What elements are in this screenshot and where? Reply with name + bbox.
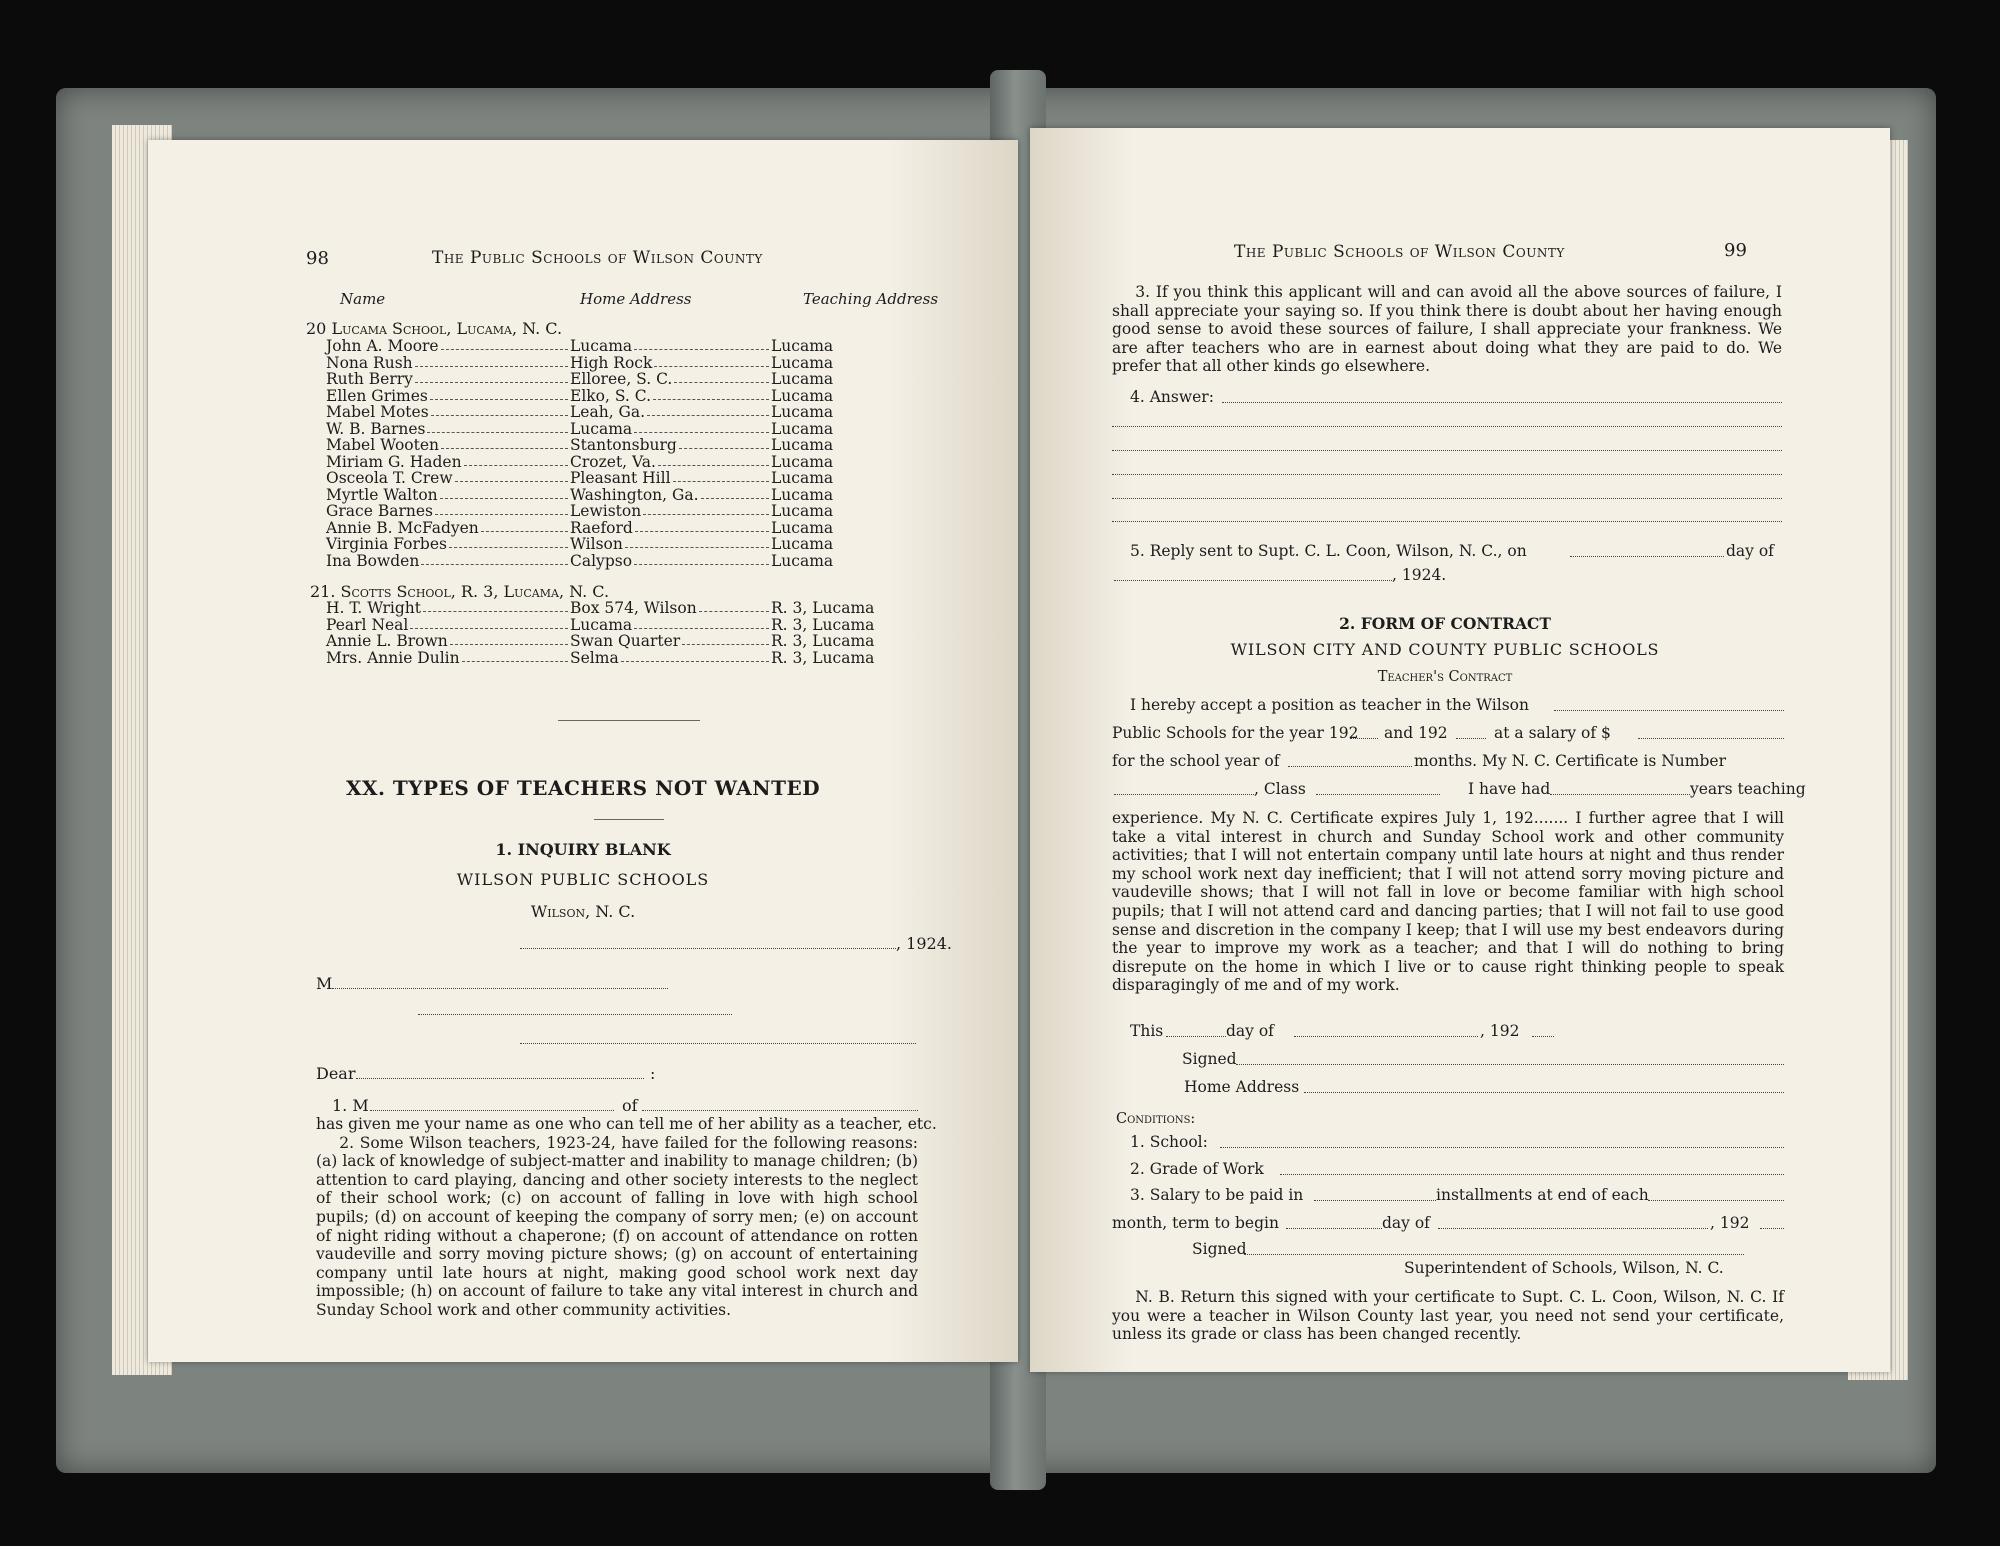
table-row: [326, 520, 886, 537]
item3-text: 3. If you think this applicant will and can avoid all the above sources of failure, I shall appreciate your saying so. If you think there is doubt about her having enough good sense to avoid these sources of failure, I shall appreciate your frankness. We are after teachers who are in earnest about doing what they are paid to do. We prefer that all other kinds go elsewhere.: [1112, 283, 1782, 376]
superintendent: Superintendent of Schools, Wilson, N. C.: [1404, 1259, 1724, 1277]
leader-dots: [441, 437, 568, 449]
teacher-name: Virginia Forbes: [326, 535, 447, 553]
col-header-home: Home Address: [580, 290, 692, 308]
home-address: Swan Quarter: [570, 632, 681, 650]
table-row: [326, 421, 886, 438]
leader-dots: [701, 487, 769, 499]
section-title: XX. TYPES OF TEACHERS NOT WANTED: [345, 776, 821, 800]
reply-label: 5. Reply sent to Supt. C. L. Coon, Wilson, N. C., on: [1130, 542, 1527, 560]
teacher-list-20: [326, 338, 886, 569]
teaching-address: R. 3, Lucama: [771, 632, 875, 650]
answer-blank[interactable]: [1222, 402, 1782, 403]
home-address: Crozet, Va.: [570, 452, 656, 471]
item3: [1112, 283, 1782, 376]
leader-dots: [421, 553, 568, 565]
leader-dots: [634, 338, 769, 350]
table-row: [326, 338, 886, 355]
dear-blank[interactable]: [356, 1078, 644, 1079]
signed2-blank[interactable]: [1244, 1254, 1744, 1255]
cond4-a: month, term to begin: [1112, 1214, 1279, 1232]
page-number: 98: [306, 248, 329, 269]
home-address: Wilson: [570, 535, 623, 553]
c-line1-blank[interactable]: [1554, 710, 1784, 711]
col-header-teaching: Teaching Address: [803, 290, 939, 308]
teaching-address: Lucama: [771, 485, 834, 504]
leader-dots: [674, 371, 769, 383]
teaching-address: R. 3, Lucama: [771, 615, 875, 634]
leader-dots: [415, 371, 568, 383]
teacher-name: Mrs. Annie Dulin: [326, 648, 460, 667]
c-line2-a: Public Schools for the year 192: [1112, 724, 1359, 742]
date-blank[interactable]: [520, 948, 896, 949]
home-address: Stantonsburg: [570, 436, 677, 454]
org-name: WILSON PUBLIC SCHOOLS: [456, 870, 710, 889]
year-blank[interactable]: [1456, 738, 1486, 739]
reply-year: , 1924.: [1392, 566, 1447, 584]
dear-label: Dear: [316, 1064, 356, 1083]
year-blank[interactable]: [1350, 738, 1378, 739]
leader-dots: [481, 520, 568, 532]
home-address: Box 574, Wilson: [570, 599, 697, 617]
table-row: [326, 388, 886, 405]
home-address: Lucama: [570, 337, 633, 355]
school-name: Scotts School, R. 3, Lucama, N. C.: [340, 582, 610, 601]
teaching-address: Lucama: [771, 518, 834, 537]
teacher-name: Mabel Motes: [326, 403, 429, 421]
inquiry-body: [316, 1115, 937, 1320]
home-address: Washington, Ga.: [570, 485, 699, 504]
teacher-name: Ina Bowden: [326, 551, 420, 570]
table-row: [326, 355, 886, 372]
months-blank[interactable]: [1288, 766, 1412, 767]
cert-number-blank[interactable]: [1114, 794, 1254, 795]
installments-blank[interactable]: [1314, 1200, 1436, 1201]
teacher-name: John A. Moore: [326, 337, 439, 355]
teaching-address: Lucama: [771, 452, 834, 471]
leader-dots: [423, 600, 568, 612]
right-page: [1030, 128, 1890, 1372]
c-line4-b: I have had: [1468, 780, 1551, 798]
teaching-address: Lucama: [771, 353, 834, 372]
address-blank[interactable]: [418, 1014, 732, 1015]
leader-dots: [647, 404, 769, 416]
class-blank[interactable]: [1316, 794, 1440, 795]
school-number: 21.: [310, 582, 336, 601]
term-year-blank[interactable]: [1760, 1228, 1784, 1229]
home-address: Leah, Ga.: [570, 403, 646, 421]
salary-blank[interactable]: [1638, 738, 1784, 739]
contract-subtitle: Teacher's Contract: [1377, 669, 1513, 685]
signed-blank[interactable]: [1236, 1064, 1784, 1065]
sub-title: 1. INQUIRY BLANK: [495, 840, 671, 859]
table-row: [326, 650, 886, 667]
leader-dots: [435, 503, 568, 515]
table-row: [326, 503, 886, 520]
term-day-blank[interactable]: [1286, 1228, 1382, 1229]
this-year: , 192: [1480, 1022, 1520, 1040]
cond2-label: 2. Grade of Work: [1130, 1160, 1264, 1178]
divider: [594, 819, 664, 820]
signed-label: Signed: [1182, 1050, 1237, 1068]
cond4-b: day of: [1382, 1214, 1430, 1232]
nb-note: [1112, 1288, 1784, 1344]
cond3-a: 3. Salary to be paid in: [1130, 1186, 1304, 1204]
teaching-address: R. 3, Lucama: [771, 648, 875, 667]
table-row: [326, 487, 886, 504]
item1-of: of: [622, 1096, 638, 1115]
answer-label: 4. Answer:: [1130, 388, 1214, 406]
leader-dots: [440, 487, 568, 499]
leader-dots: [427, 421, 568, 433]
home-address-blank[interactable]: [1304, 1092, 1784, 1093]
school-blank[interactable]: [1220, 1147, 1784, 1148]
answer-blank[interactable]: [1112, 521, 1782, 522]
teacher-name: Osceola T. Crew: [326, 469, 453, 487]
home-address: Selma: [570, 648, 619, 667]
leader-dots: [682, 633, 769, 645]
item1-text: has given me your name as one who can tell me of her ability as a teacher, etc.: [316, 1115, 937, 1133]
table-row: [326, 454, 886, 471]
teaching-address: Lucama: [771, 551, 834, 570]
this-label: This: [1130, 1022, 1164, 1040]
teaching-address: Lucama: [771, 469, 834, 487]
leader-dots: [654, 355, 769, 367]
home-address-label: Home Address: [1184, 1078, 1300, 1096]
leader-dots: [653, 388, 769, 400]
leader-dots: [450, 633, 568, 645]
this-month-blank[interactable]: [1294, 1036, 1478, 1037]
table-row: [326, 617, 886, 634]
item2-text: 2. Some Wilson teachers, 1923-24, have failed for the following reasons: (a) lack of knowledge of subject-matter and inability to manage children; (b) attention to card playing, dancing and other society interests to the neglect of their school work; (c) on account of falling in love with high school pupils; (d) on account of keeping the company of sorry men; (e) on account of night riding without a chaperone; (f) on account of attendance on rotten vaudeville and sorry moving picture shows; (g) on account of entertaining company until late hours at night, making good school work next day impossible; (h) on account of failure to take any vital interest in church and Sunday School work and other community activities.: [316, 1133, 918, 1319]
signed2-label: Signed: [1192, 1240, 1247, 1258]
m-label: M: [316, 974, 333, 993]
teacher-name: Pearl Neal: [326, 615, 409, 634]
answer-blank[interactable]: [1112, 498, 1782, 499]
table-row: [326, 371, 886, 388]
term-month-blank[interactable]: [1438, 1228, 1708, 1229]
leader-dots: [634, 553, 769, 565]
c-line1: I hereby accept a position as teacher in the Wilson: [1130, 696, 1529, 714]
teacher-name: Annie B. McFadyen: [326, 518, 479, 537]
home-address: Lewiston: [570, 502, 642, 520]
teacher-name: Ellen Grimes: [326, 386, 428, 405]
table-row: [326, 553, 886, 570]
c-line2-b: and 192: [1384, 724, 1448, 742]
item1-blank[interactable]: [370, 1110, 614, 1111]
leader-dots: [625, 536, 769, 548]
reply-month-blank[interactable]: [1114, 580, 1392, 581]
leader-dots: [643, 503, 769, 515]
leader-dots: [441, 338, 568, 350]
year-text: , 1924.: [896, 934, 952, 953]
leader-dots: [410, 617, 568, 629]
cond4-c: , 192: [1710, 1214, 1750, 1232]
home-address: Calypso: [570, 551, 633, 570]
teacher-name: Nona Rush: [326, 353, 413, 372]
c-line2-c: at a salary of $: [1494, 724, 1611, 742]
c-line3-b: months. My N. C. Certificate is Number: [1414, 752, 1726, 770]
contract-org: WILSON CITY AND COUNTY PUBLIC SCHOOLS: [1230, 640, 1660, 659]
teacher-name: Miriam G. Haden: [326, 452, 462, 471]
table-row: [326, 600, 886, 617]
years-blank[interactable]: [1550, 794, 1690, 795]
teacher-name: W. B. Barnes: [326, 419, 426, 438]
cond1-label: 1. School:: [1130, 1133, 1208, 1151]
contract-title: 2. FORM OF CONTRACT: [1339, 614, 1551, 633]
leader-dots: [679, 437, 769, 449]
leader-dots: [431, 404, 568, 416]
table-row: [326, 437, 886, 454]
table-row: [326, 536, 886, 553]
teacher-name: H. T. Wright: [326, 599, 422, 617]
leader-dots: [449, 536, 568, 548]
leader-dots: [430, 388, 568, 400]
table-row: [326, 404, 886, 421]
c-line3-a: for the school year of: [1112, 752, 1280, 770]
item1-of-blank[interactable]: [642, 1110, 918, 1111]
running-head: The Public Schools of Wilson County: [1234, 242, 1565, 262]
home-address: Pleasant Hill: [570, 469, 671, 487]
home-address: High Rock: [570, 353, 653, 372]
leader-dots: [634, 617, 769, 629]
c-line4-a: , Class: [1254, 780, 1306, 798]
leader-dots: [634, 421, 769, 433]
teaching-address: Lucama: [771, 419, 834, 438]
answer-blank[interactable]: [1112, 450, 1782, 451]
c-line4-c: years teaching: [1690, 780, 1806, 798]
running-head: The Public Schools of Wilson County: [432, 248, 763, 268]
reply-day: day of: [1726, 542, 1774, 560]
answer-blank[interactable]: [1112, 426, 1782, 427]
teaching-address: Lucama: [771, 535, 834, 553]
leader-dots: [699, 600, 769, 612]
teacher-name: Mabel Wooten: [326, 436, 440, 454]
teacher-name: Ruth Berry: [326, 370, 413, 388]
teacher-name: Myrtle Walton: [326, 485, 438, 504]
cond3-b: installments at end of each: [1436, 1186, 1649, 1204]
each-blank[interactable]: [1648, 1200, 1784, 1201]
teaching-address: R. 3, Lucama: [771, 599, 875, 617]
leader-dots: [635, 520, 769, 532]
home-address: Lucama: [570, 419, 633, 438]
teaching-address: Lucama: [771, 386, 834, 405]
leader-dots: [455, 470, 568, 482]
reply-date-blank[interactable]: [1570, 556, 1724, 557]
dear-colon: :: [650, 1064, 656, 1083]
teaching-address: Lucama: [771, 436, 834, 454]
this-year-blank[interactable]: [1532, 1036, 1554, 1037]
school-heading-20: [306, 319, 562, 338]
table-row: [326, 470, 886, 487]
leader-dots: [658, 454, 769, 466]
this-day-blank[interactable]: [1166, 1036, 1226, 1037]
item1-label: 1. M: [332, 1096, 369, 1115]
col-header-name: Name: [340, 290, 386, 308]
place: Wilson, N. C.: [530, 902, 636, 921]
left-page: [148, 140, 1018, 1362]
m-blank[interactable]: [332, 988, 668, 989]
teacher-list-21: [326, 600, 886, 666]
school-number: 20: [306, 319, 327, 338]
grade-blank[interactable]: [1280, 1174, 1784, 1175]
leader-dots: [464, 454, 568, 466]
teacher-name: Annie L. Brown: [326, 632, 448, 650]
school-name: Lucama School, Lucama, N. C.: [331, 319, 563, 338]
conditions-label: Conditions:: [1116, 1111, 1196, 1127]
divider: [558, 720, 700, 721]
leader-dots: [462, 650, 568, 662]
answer-blank[interactable]: [1112, 474, 1782, 475]
home-address: Elko, S. C.: [570, 386, 652, 405]
teaching-address: Lucama: [771, 337, 834, 355]
page-number: 99: [1724, 240, 1747, 261]
leader-dots: [673, 470, 769, 482]
contract-paragraph: experience. My N. C. Certificate expires July 1, 192....... I further agree that I will take a vital interest in church and Sunday School work and other community activities; that I will not entertain company until late hours at night and thus render my school work next day inefficient; that I will not attend sorry moving picture and vaudeville shows; that I will not fall in love or become familiar with high school pupils; that I will not attend card and dancing parties; that I will not fail to use good sense and discretion in the company I keep; that I will use my best endeavors during the year to improve my work as a teacher; and that I will do nothing to bring disrepute on the home in which I live or to cause right thinking people to speak disparagingly of me and of my work.: [1112, 809, 1784, 995]
table-row: [326, 633, 886, 650]
leader-dots: [415, 355, 568, 367]
nb-text: N. B. Return this signed with your certificate to Supt. C. L. Coon, Wilson, N. C. If you were a teacher in Wilson County last year, you need not send your certificate, unless its grade or class has been changed recently.: [1112, 1288, 1784, 1344]
address-blank[interactable]: [520, 1043, 916, 1044]
teaching-address: Lucama: [771, 403, 834, 421]
home-address: Elloree, S. C.: [570, 370, 673, 388]
contract-body: [1112, 809, 1784, 995]
teaching-address: Lucama: [771, 370, 834, 388]
teaching-address: Lucama: [771, 502, 834, 520]
teacher-name: Grace Barnes: [326, 502, 433, 520]
home-address: Lucama: [570, 615, 633, 634]
leader-dots: [621, 650, 769, 662]
this-day: day of: [1226, 1022, 1274, 1040]
home-address: Raeford: [570, 518, 633, 537]
